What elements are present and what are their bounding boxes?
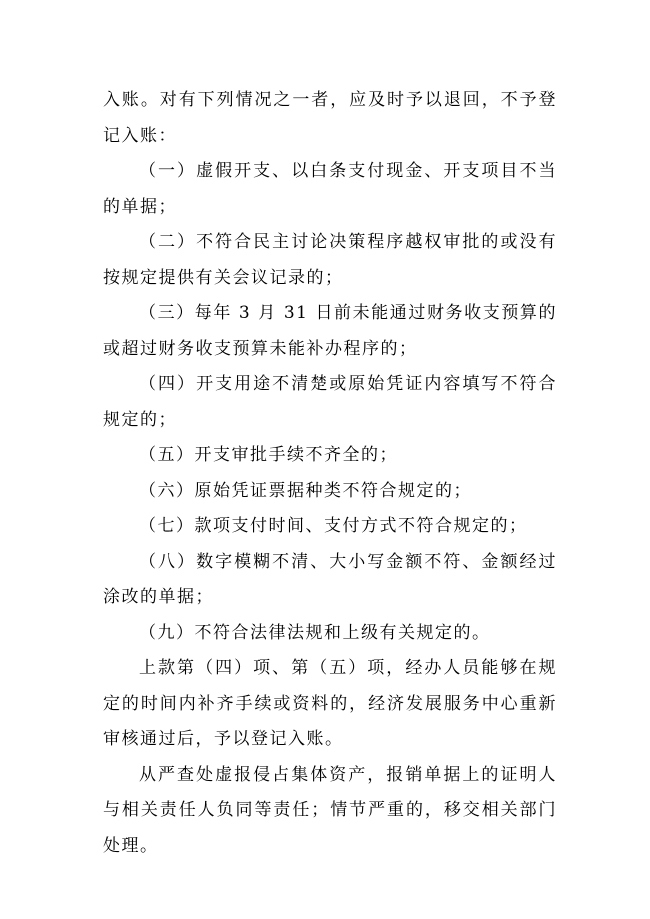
paragraph-penalty: 从严查处虚报侵占集体资产，报销单据上的证明人与相关责任人负同等责任；情节严重的，移交相关部门处理。 bbox=[103, 764, 557, 856]
document-body bbox=[103, 83, 557, 864]
list-item-1: （一）虚假开支、以白条支付现金、开支项目不当的单据； bbox=[103, 161, 557, 217]
paragraph-supplement: 上款第（四）项、第（五）项，经办人员能够在规定的时间内补齐手续或资料的，经济发展服务中心重新审核通过后，予以登记入账。 bbox=[103, 658, 557, 749]
list-item-7: （七）款项支付时间、支付方式不符合规定的； bbox=[139, 516, 528, 536]
list-item-9: （九）不符合法律法规和上级有关规定的。 bbox=[139, 622, 491, 643]
list-item-2: （二）不符合民主讨论决策程序越权审批的或没有按规定提供有关会议记录的； bbox=[103, 232, 557, 288]
list-item-4: （四）开支用途不清楚或原始凭证内容填写不符合规定的； bbox=[103, 374, 557, 430]
list-item-3: （三）每年 3 月 31 日前未能通过财务收支预算的或超过财务收支预算未能补办程序的； bbox=[103, 303, 557, 359]
list-item-6: （六）原始凭证票据种类不符合规定的； bbox=[139, 480, 472, 501]
paragraph-continuation: 入账。对有下列情况之一者，应及时予以退回，不予登记入账： bbox=[103, 90, 557, 146]
list-item-5: （五）开支审批手续不齐全的； bbox=[139, 445, 398, 465]
list-item-8: （八）数字模糊不清、大小写金额不符、金额经过涂改的单据； bbox=[103, 551, 557, 607]
